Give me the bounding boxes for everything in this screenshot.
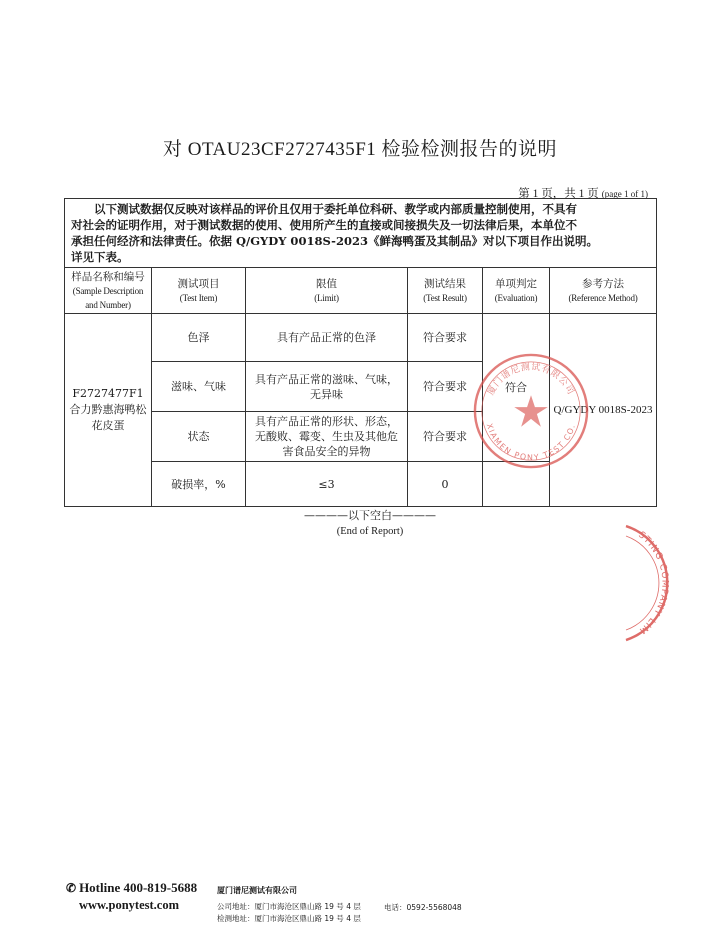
test-result: 0 (408, 462, 483, 507)
footer-phone: 电话：0592-5568048 (384, 903, 462, 912)
phone-icon: ✆ (66, 880, 77, 895)
lab-address: 检测地址：厦门市海沧区鼎山路 19 号 4 层 (217, 914, 361, 923)
limit-cell: 具有产品正常的滋味、气味， 无异味 (246, 362, 408, 412)
intro-line-1: 以下测试数据仅反映对该样品的评价且仅用于委托单位科研、教学或内部质量控制使用，不具有 (94, 202, 577, 216)
intro-line-3: 承担任何经济和法律责任。依据 Q/GYDY 0018S-2023《鲜海鸭蛋及其制品》对以下项目作出说明。 (71, 234, 598, 248)
test-result: 符合要求 (408, 412, 483, 462)
hotline-text: Hotline 400-819-5688 (79, 880, 198, 895)
header-reference-method: 参考方法 (Reference Method) (550, 268, 657, 314)
website-link[interactable]: www.ponytest.com (79, 898, 179, 912)
office-address: 公司地址：厦门市海沧区鼎山路 19 号 4 层 (217, 902, 361, 911)
test-result: 符合要求 (408, 362, 483, 412)
svg-text:STING COMPANY LIM (636, 530, 669, 636)
intro-line-4: 详见下表。 (71, 250, 129, 264)
footer-company: 厦门谱尼测试有限公司 (217, 886, 297, 895)
seal-en-text: XIAMEN PONY TEST CO. (484, 422, 578, 463)
header-test-result: 测试结果 (Test Result) (408, 268, 483, 314)
page-info-zh: 第 1 页，共 1 页 (518, 188, 599, 200)
test-item: 破损率，% (152, 462, 246, 507)
sample-name-line-2: 花皮蛋 (91, 419, 125, 432)
test-item: 色泽 (152, 314, 246, 362)
header-evaluation: 单项判定 (Evaluation) (483, 268, 550, 314)
evaluation-cell: 符合 (483, 314, 550, 462)
table-header-row (65, 268, 657, 314)
header-sample: 样品名称和编号 (Sample Description and Number) (65, 268, 152, 314)
header-limit: 限值 (Limit) (246, 268, 408, 314)
page-info-en: (page 1 of 1) (601, 189, 648, 199)
intro-statement (65, 199, 657, 268)
sample-code: F2727477F1 (72, 387, 144, 400)
cross-seal-text: STING COMPANY LIM (636, 530, 670, 636)
limit-cell: ≤3 (246, 462, 408, 507)
sample-name-line-1: 合力黔惠海鸭松 (69, 403, 147, 416)
footer-contact (66, 880, 197, 913)
end-note-en: (End of Report) (336, 526, 404, 537)
limit-cell: 具有产品正常的形状、形态， 无酸败、霉变、生虫及其他危 害食品安全的异物 (246, 412, 408, 462)
end-of-report (0, 508, 720, 540)
report-title: 对 OTAU23CF2727435F1 检验检测报告的说明 (162, 139, 558, 160)
footer-addresses (217, 885, 361, 925)
end-note-zh: ————以下空白———— (304, 509, 436, 522)
test-item: 滋味、气味 (152, 362, 246, 412)
reference-method-cell: Q/GYDY 0018S-2023 (550, 314, 657, 507)
test-item: 状态 (152, 412, 246, 462)
test-result: 符合要求 (408, 314, 483, 362)
cross-page-seal-stamp (618, 522, 688, 644)
company-seal-stamp (472, 352, 590, 470)
sample-cell (65, 314, 152, 507)
header-test-item: 测试项目 (Test Item) (152, 268, 246, 314)
intro-line-2: 对社会的证明作用，对于测试数据的使用、使用所产生的直接或间接损失及一切法律后果，本单位不 (71, 218, 577, 232)
limit-cell: 具有产品正常的色泽 (246, 314, 408, 362)
seal-ring-text: 厦门谱尼测试有限公司 (486, 362, 576, 398)
